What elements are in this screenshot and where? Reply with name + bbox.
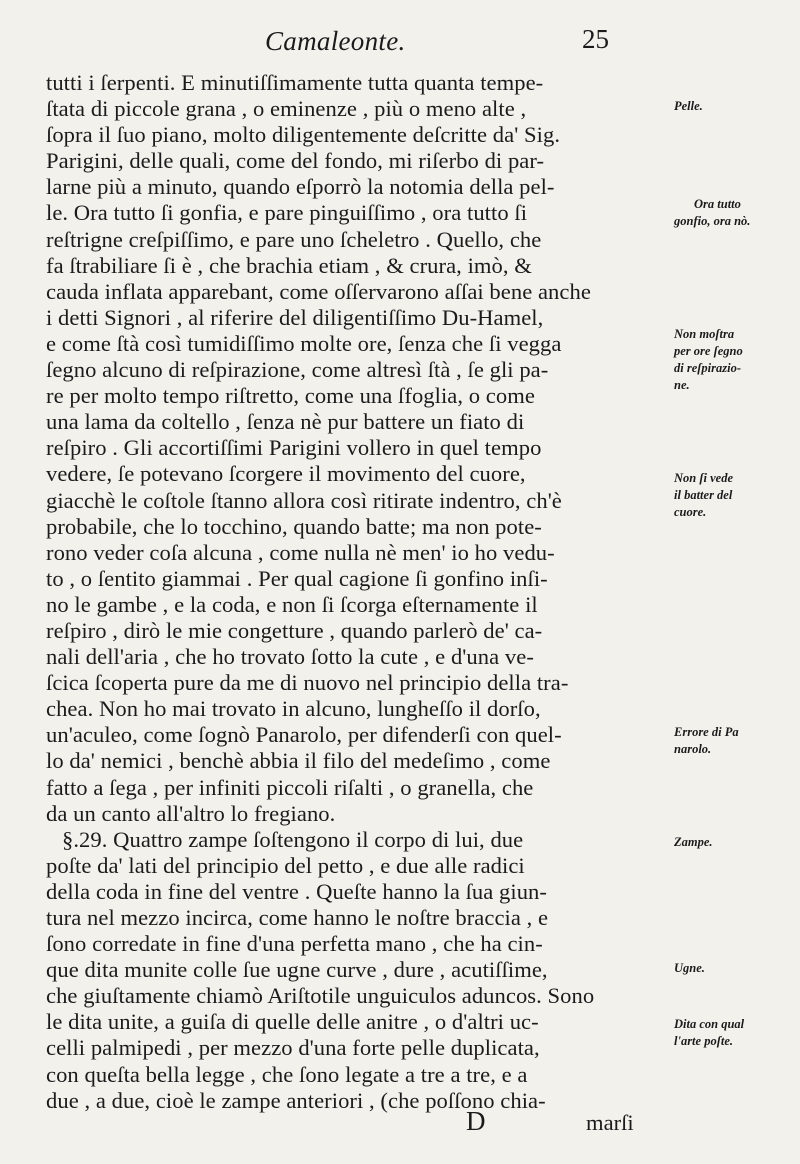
text-line: que dita munite colle ſue ugne curve , dure , acutiſſime,: [46, 957, 548, 983]
text-line: §.29. Quattro zampe ſoſtengono il corpo di lui, due: [62, 826, 524, 852]
running-title: Camaleonte.: [265, 26, 406, 56]
running-head: [0, 22, 800, 62]
text-line: re per molto tempo riſtretto, come una ſfoglia, o come: [46, 383, 535, 409]
body-text: [46, 70, 666, 1114]
text-line: un'aculeo, come ſognò Panarolo, per difenderſi con quel-: [46, 722, 562, 748]
text-line: lo da' nemici , benchè abbia il filo del medeſimo , come: [46, 748, 551, 774]
text-line: ſcica ſcoperta pure da me di nuovo nel principio della tra-: [46, 670, 569, 696]
page-number: 25: [582, 24, 609, 54]
text-line: le. Ora tutto ſi gonfia, e pare pinguiſſimo , ora tutto ſi: [46, 200, 528, 226]
text-line: fatto a ſega , per infiniti piccoli riſalti , o granella, che: [46, 774, 534, 800]
margin-note-cuore: [674, 470, 798, 521]
text-line: reſpiro , dirò le mie congetture , quando parlerò de' ca-: [46, 617, 543, 643]
margin-note-line: per ore ſegno: [674, 344, 743, 358]
margin-note-line: di reſpirazio-: [674, 361, 742, 375]
margin-note-respirazione: [674, 326, 798, 394]
text-line: ſtata di piccole grana , o eminenze , più o meno alte ,: [46, 96, 527, 122]
signature-mark: D: [466, 1106, 486, 1136]
margin-note-line: Ugne.: [674, 961, 705, 975]
text-line: da un canto all'altro lo fregiano.: [46, 800, 336, 826]
margin-note-line: il batter del: [674, 488, 733, 502]
margin-note-line: Zampe.: [674, 835, 713, 849]
text-line: nali dell'aria , che ho trovato ſotto la cute , e d'una ve-: [46, 644, 534, 670]
text-line: tutti i ſerpenti. E minutiſſimamente tutta quanta tempe-: [46, 70, 544, 95]
text-line: larne più a minuto, quando eſporrò la notomia della pel-: [46, 174, 555, 200]
text-line: le dita unite, a guiſa di quelle delle anitre , o d'altri uc-: [46, 1009, 539, 1035]
margin-note-line: Dita con qual: [674, 1017, 745, 1031]
text-line: vedere, ſe potevano ſcorgere il movimento del cuore,: [46, 461, 526, 487]
text-line: reſtrigne creſpiſſimo, e pare uno ſcheletro . Quello, che: [46, 226, 542, 252]
margin-note-line: gonfio, ora nò.: [674, 214, 751, 228]
margin-note-line: ne.: [674, 378, 690, 392]
text-line: ſegno alcuno di reſpirazione, come altresì ſtà , ſe gli pa-: [46, 357, 549, 383]
text-line: cauda inflata apparebant, come oſſervarono aſſai bene anche: [46, 278, 591, 304]
margin-note-line: Errore di Pa: [674, 725, 739, 739]
text-line: Parigini, delle quali, come del fondo, mi riſerbo di par-: [46, 148, 545, 174]
margin-note-dita: [674, 1016, 798, 1050]
margin-note-ugne: [674, 960, 798, 977]
text-line: giacchè le coſtole ſtanno allora così ritirate indentro, ch'è: [46, 487, 562, 513]
text-line: no le gambe , e la coda, e non ſi ſcorga eſternamente il: [46, 591, 538, 617]
text-line: probabile, che lo tocchino, quando batte; ma non pote-: [46, 513, 542, 539]
text-line: con queſta bella legge , che ſono legate a tre a tre, e a: [46, 1061, 528, 1087]
margin-note-line: Non ſi vede: [674, 471, 734, 485]
text-line: della coda in fine del ventre . Queſte hanno la ſua giun-: [46, 878, 547, 904]
margin-note-line: l'arte poſte.: [674, 1034, 734, 1048]
margin-note-gonfio: [674, 196, 798, 230]
margin-note-panarolo: [674, 724, 798, 758]
text-line: i detti Signori , al riferire del diligentiſſimo Du-Hamel,: [46, 304, 544, 330]
text-line: due , a due, cioè le zampe anteriori , (che poſſono chia-: [46, 1087, 546, 1113]
margin-note-line: Pelle.: [674, 99, 703, 113]
text-line: poſte da' lati del principio del petto , e due alle radici: [46, 852, 525, 878]
text-line: rono veder coſa alcuna , come nulla nè men' io ho vedu-: [46, 539, 555, 565]
text-line: tura nel mezzo incirca, come hanno le noſtre braccia , e: [46, 905, 549, 930]
text-line: reſpiro . Gli accortiſſimi Parigini vollero in quel tempo: [46, 435, 542, 461]
text-line: to , o ſentito giammai . Per qual cagione ſi gonfino inſi-: [46, 565, 548, 591]
text-line: che giuſtamente chiamò Ariſtotile unguiculos aduncos. Sono: [46, 983, 595, 1009]
margin-note-line: cuore.: [674, 505, 707, 519]
text-line: ſopra il ſuo piano, molto diligentemente deſcritte da' Sig.: [46, 122, 561, 148]
text-line: ſono corredate in fine d'una perfetta mano , che ha cin-: [46, 931, 543, 957]
margin-note-line: Ora tutto: [694, 197, 741, 211]
margin-note-zampe: [674, 834, 798, 851]
text-line: fa ſtrabiliare ſi è , che brachia etiam , & crura, imò, &: [46, 252, 532, 278]
margin-note-line: Non moſtra: [674, 327, 735, 341]
text-line: chea. Non ho mai trovato in alcuno, lungheſſo il dorſo,: [46, 696, 541, 722]
catchword: marſi: [586, 1110, 634, 1135]
text-line: una lama da coltello , ſenza nè pur battere un fiato di: [46, 409, 525, 435]
text-line: e come ſtà così tumidiſſimo molte ore, ſenza che ſi vegga: [46, 330, 562, 356]
text-line: celli palmipedi , per mezzo d'una forte pelle duplicata,: [46, 1035, 540, 1061]
margin-note-pelle: [674, 98, 798, 115]
margin-note-line: narolo.: [674, 742, 712, 756]
page-footer: [0, 1106, 800, 1146]
